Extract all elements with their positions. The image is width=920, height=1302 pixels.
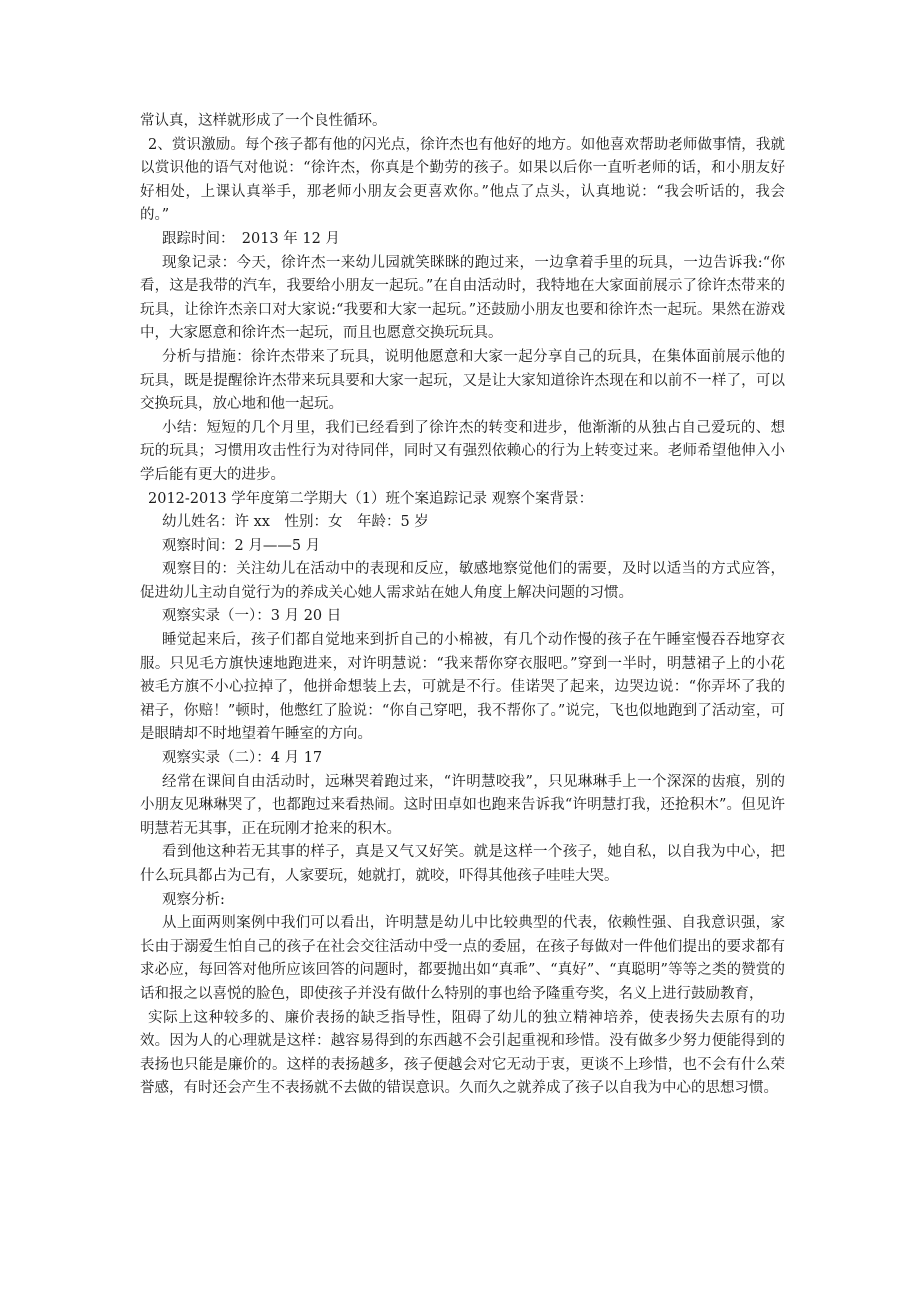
paragraph-phenomenon-record: 现象记录：今天，徐许杰一来幼儿园就笑眯眯的跑过来，一边拿着手里的玩具，一边告诉我:“你看，这是我带的汽车，我要给小朋友一起玩。”在自由活动时，我特地在大家面前展示了徐许杰带来的玩具，让徐许杰亲口对大家说:“我要和大家一起玩。”还鼓励小朋友也要和徐许杰一起玩。果然在游戏中，大家愿意和徐许杰一起玩，而且也愿意交换玩玩具。 [140,254,785,342]
paragraph-tracking-time: 跟踪时间： 2013 年 12 月 [162,230,340,247]
paragraph-observation-time: 观察时间：2 月——5 月 [162,537,321,554]
paragraph-record-two-body: 经常在课间自由活动时，远琳哭着跑过来，“许明慧咬我”，只见琳琳手上一个深深的齿痕，别的小朋友见琳琳哭了，也都跑过来看热闹。这时田卓如也跑来告诉我“许明慧打我，还抢积木”。但见许明慧若无其事，正在玩刚才抢来的积木。 [140,773,785,837]
paragraph-continuation: 常认真，这样就形成了一个良性循环。 [140,113,387,129]
paragraph-observation-goal: 观察目的：关注幼儿在活动中的表现和反应，敏感地察觉他们的需要，及时以适当的方式应答，促进幼儿主动自觉行为的养成关心她人需求站在她人角度上解决问题的习惯。 [140,561,785,601]
paragraph-child-info: 幼儿姓名：许 xx 性别：女 年龄：5 岁 [162,514,429,531]
paragraph-analysis-body: 从上面两则案例中我们可以看出，许明慧是幼儿中比较典型的代表，依赖性强、自我意识强，家长由于溺爱生怕自己的孩子在社会交往活动中受一点的委屈，在孩子每做对一件他们提出的要求都有求必应，每回答对他所应该回答的问题时，都要抛出如“真乖”、“真好”、“真聪明”等等之类的赞赏的话和报之以喜悦的脸色，即使孩子并没有做什么特别的事也给予隆重夸奖，名义上进行鼓励教育， [140,915,785,1002]
paragraph-reflection: 看到他这种若无其事的样子，真是又气又好笑。就是这样一个孩子，她自私，以自我为中心，把什么玩具都占为己有，人家要玩，她就打，就咬，吓得其他孩子哇哇大哭。 [140,844,785,884]
paragraph-analysis-title: 观察分析: [162,891,225,908]
paragraph-summary: 小结：短短的几个月里，我们已经看到了徐许杰的转变和进步，他渐渐的从独占自己爱玩的、想玩的玩具；习惯用攻击性行为对待同伴，同时又有强烈依赖心的行为上转变过来。老师希望他伸入小学后能有更大的进步。 [140,419,785,483]
paragraph-conclusion: 实际上这种较多的、廉价表扬的缺乏指导性，阻碍了幼儿的独立精神培养，使表扬失去原有的功效。因为人的心理就是这样：越容易得到的东西越不会引起重视和珍惜。没有做多少努力便能得到的表扬也只能是廉价的。这样的表扬越多，孩子便越会对它无动于衷，更谈不上珍惜，也不会有什么荣誉感，有时还会产生不表扬就不去做的错误意识。久而久之就养成了孩子以自我为中心的思想习惯。 [140,1009,785,1097]
document-page [140,110,785,1101]
paragraph-praise-incentive: 2、赏识激励。每个孩子都有他的闪光点，徐许杰也有他好的地方。如他喜欢帮助老师做事情，我就以赏识他的语气对他说：“徐许杰，你真是个勤劳的孩子。如果以后你一直听老师的话，和小朋友好好相处，上课认真举手，那老师小朋友会更喜欢你。”他点了点头，认真地说：“我会听话的，我会的。” [140,136,785,224]
paragraph-record-one-body: 睡觉起来后，孩子们都自觉地来到折自己的小棉被，有几个动作慢的孩子在午睡室慢吞吞地穿衣服。只见毛方旗快速地跑进来，对许明慧说：“我来帮你穿衣服吧。”穿到一半时，明慧裙子上的小花被毛方旗不小心拉掉了，他拼命想装上去，可就是不行。佳诺哭了起来，边哭边说：“你弄坏了我的裙子，你赔！”顿时，他憋红了脸说：“你自己穿吧，我不帮你了。”说完，飞也似地跑到了活动室，可是眼睛却不时地望着午睡室的方向。 [140,632,785,743]
paragraph-analysis-measures: 分析与措施：徐许杰带来了玩具，说明他愿意和大家一起分享自己的玩具，在集体面前展示他的玩具，既是提醒徐许杰带来玩具要和大家一起玩，又是让大家知道徐许杰现在和以前不一样了，可以交换玩具，放心地和他一起玩。 [140,348,785,413]
paragraph-record-two-title: 观察实录（二）：4 月 17 [162,750,323,767]
paragraph-record-one-title: 观察实录（一）：3 月 20 日 [162,608,342,625]
paragraph-case-heading: 2012-2013 学年度第二学期大（1）班个案追踪记录 观察个案背景： [148,490,594,507]
